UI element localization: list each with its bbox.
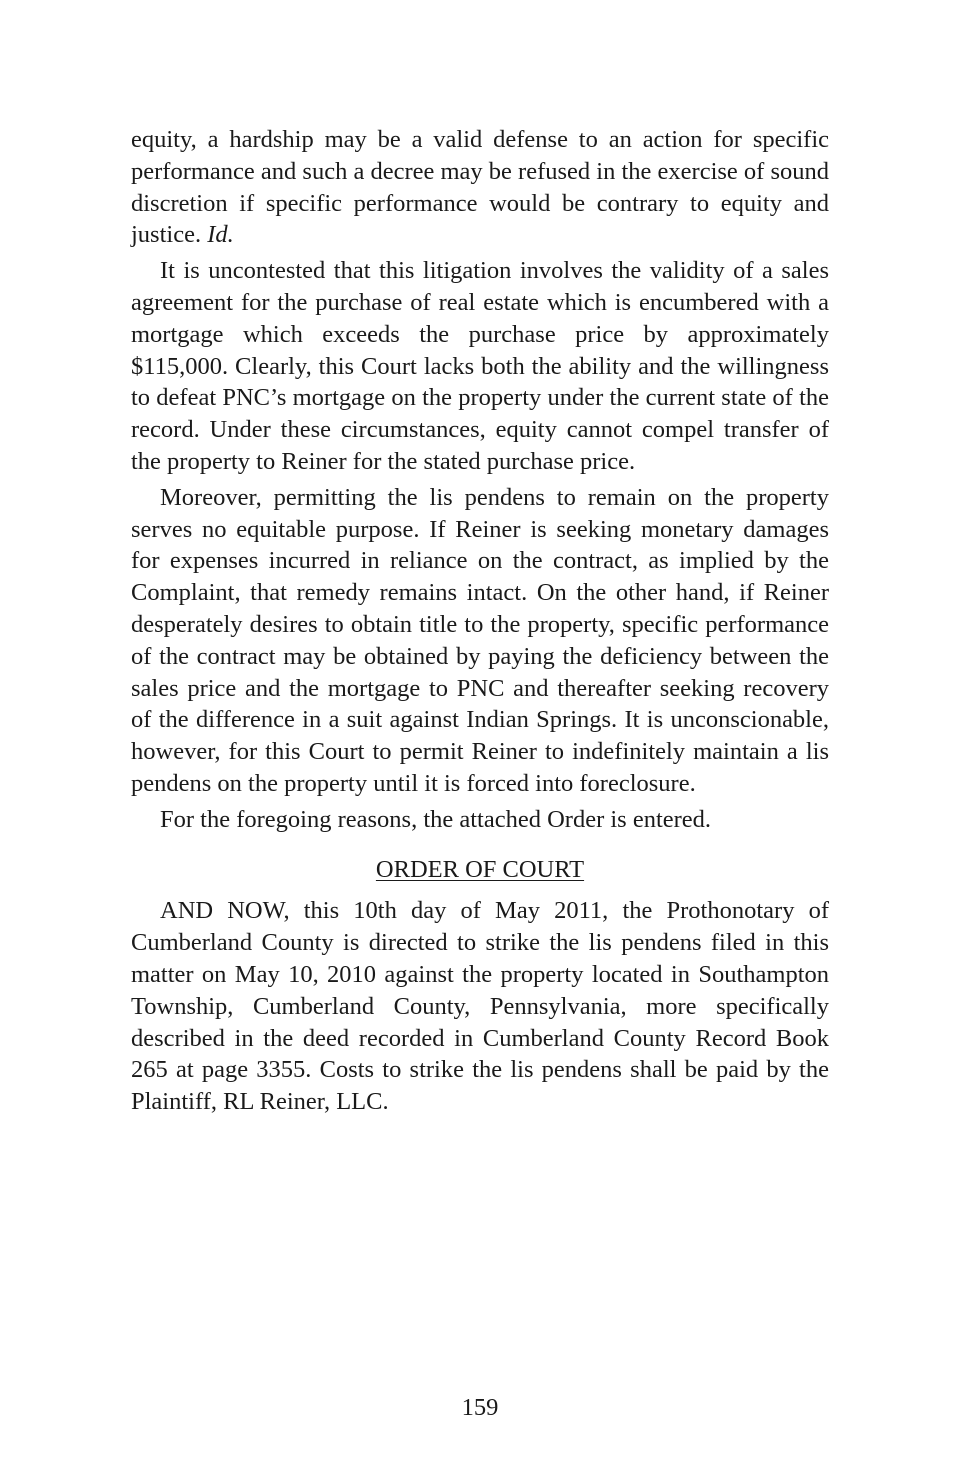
paragraph-uncontested: It is uncontested that this litigation involves the validity of a sales agreement for the purchase of real estate which is encumbered with a mortgage which exceeds the purchase price by approximately $115,000. Clearly, this Court lacks both the ability and the willingness to defeat PNC’s mortgage on the property under the current state of the record. Under these circumstances, equity cannot compel transfer of the property to Reiner for the stated purchase price. [131, 257, 829, 475]
paragraph-foregoing-reasons: For the foregoing reasons, the attached Order is entered. [160, 805, 712, 833]
paragraph-text: equity, a hardship may be a valid defense to an action for specific performance and such a decree may be refused in the exercise of sound discretion if specific performance would be contrary to equity and justice. [131, 126, 829, 249]
citation-id: Id. [207, 221, 234, 249]
paragraph-moreover: Moreover, permitting the lis pendens to remain on the property serves no equitable purpose. If Reiner is seeking monetary damages for expenses incurred in reliance on the contract, as implied by the Complaint, that remedy remains intact. On the other hand, if Reiner desperately desires to obtain title to the property, specific performance of the contract may be obtained by paying the deficiency between the sales price and the mortgage to PNC and thereafter seeking recovery of the difference in a suit against Indian Springs. It is unconscionable, however, for this Court to permit Reiner to indefinitely maintain a lis pendens on the property until it is forced into foreclosure. [131, 483, 829, 797]
order-paragraph: AND NOW, this 10th day of May 2011, the Prothonotary of Cumberland County is directed to strike the lis pendens filed in this matter on May 10, 2010 against the property located in Southampton Township, Cumberland County, Pennsylvania, more specifically described in the deed recorded in Cumberland County Record Book 265 at page 3355. Costs to strike the lis pendens shall be paid by the Plaintiff, RL Reiner, LLC. [131, 897, 829, 1116]
paragraph-equity-hardship [131, 124, 829, 251]
page-number: 159 [461, 1394, 499, 1421]
document-body [131, 124, 829, 1118]
order-heading: ORDER OF COURT [375, 855, 585, 883]
